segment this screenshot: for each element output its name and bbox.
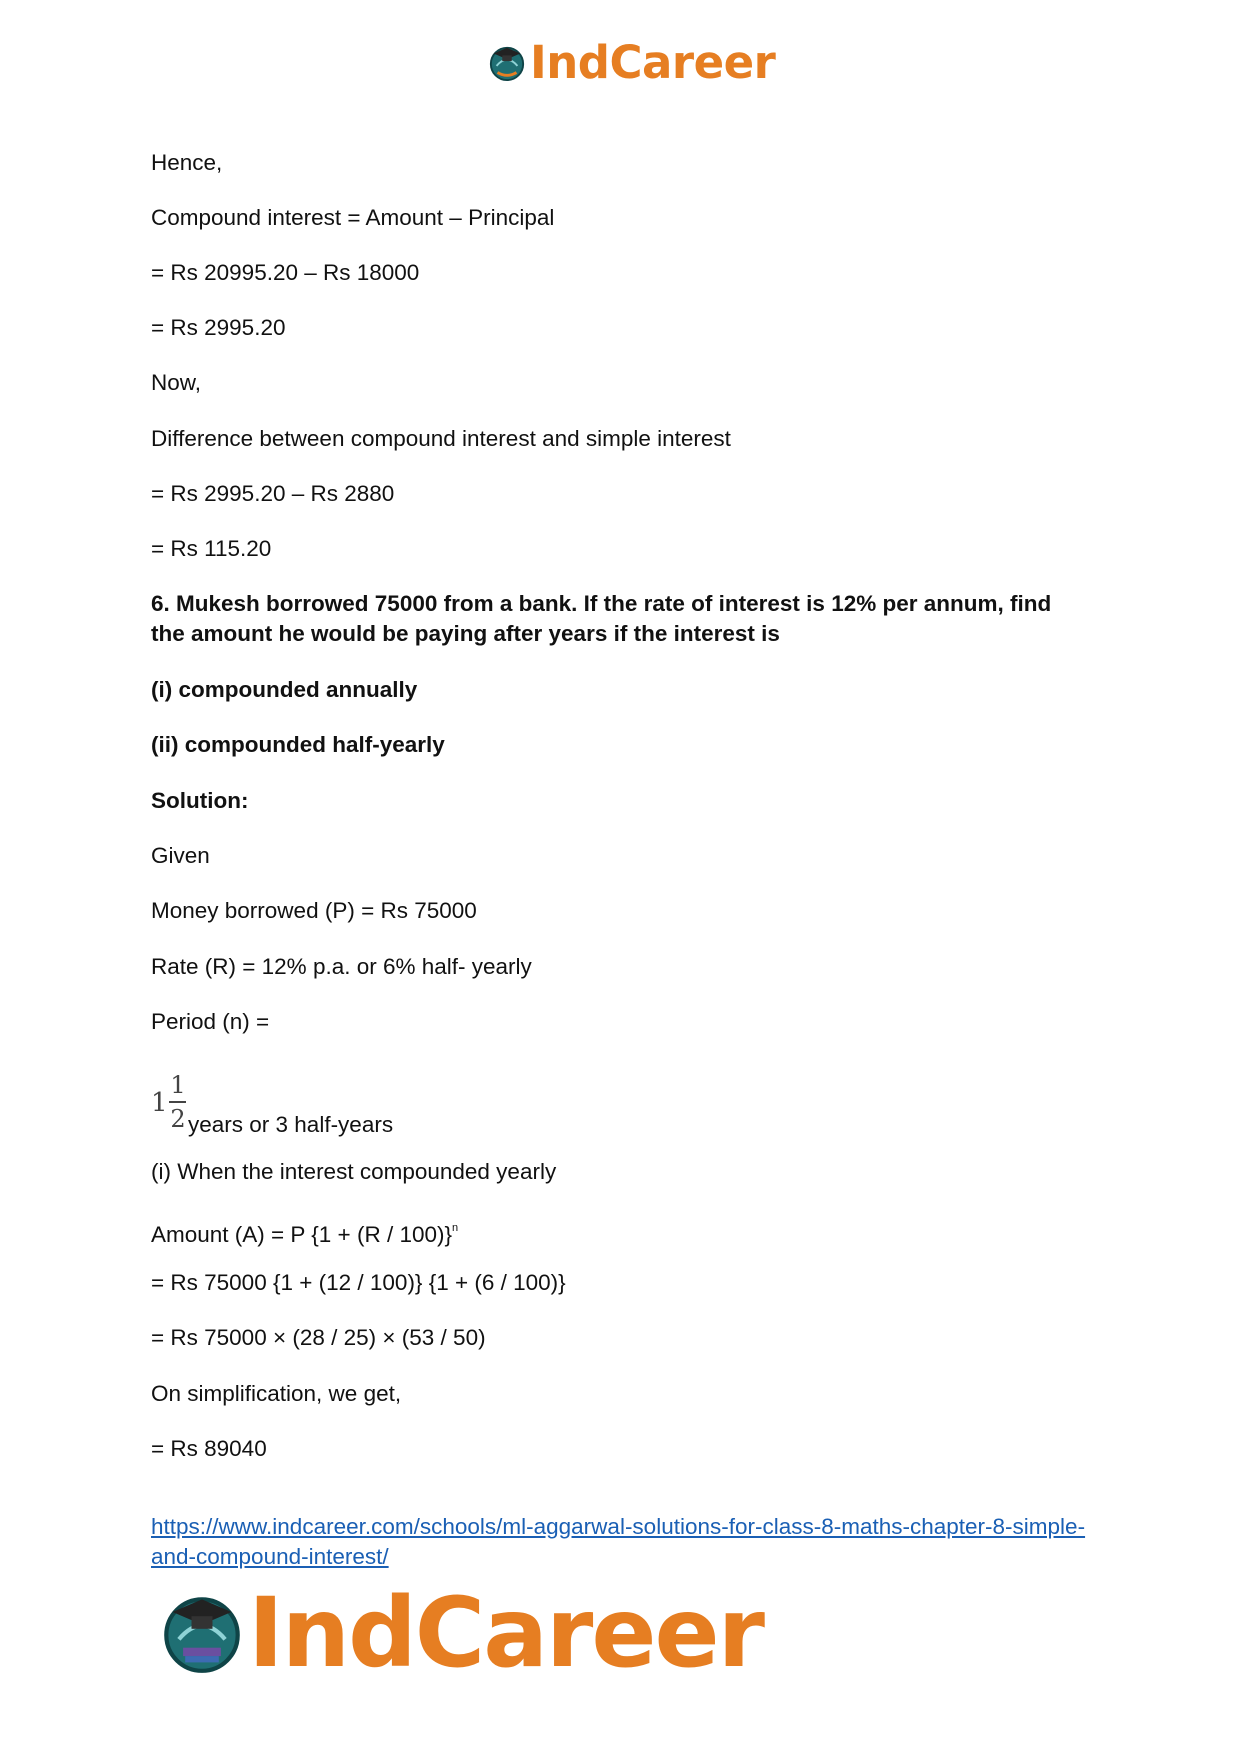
exponent: n — [452, 1222, 459, 1234]
fraction-denominator: 2 — [170, 1105, 186, 1133]
when-yearly: (i) When the interest compounded yearly — [151, 1159, 557, 1184]
result-line: = Rs 89040 — [151, 1436, 267, 1461]
header-logo — [488, 36, 776, 89]
logo-text: IndCareer — [530, 36, 776, 89]
text-line: = Rs 115.20 — [151, 536, 272, 561]
graduation-cap-globe-icon — [488, 44, 526, 82]
logo-text: IndCareer — [248, 1577, 763, 1689]
amount-formula-text: Amount (A) = P {1 + (R / 100)} — [151, 1222, 452, 1247]
footer-logo — [160, 1577, 763, 1689]
fraction-label: years or 3 half-years — [188, 1112, 394, 1137]
fraction-bar — [169, 1101, 186, 1103]
fraction-whole: 1 — [151, 1088, 168, 1118]
graduation-cap-globe-icon — [160, 1591, 244, 1675]
question-part-i: (i) compounded annually — [151, 677, 418, 702]
text-line: Difference between compound interest and simple interest — [151, 426, 731, 451]
simplification-line: On simplification, we get, — [151, 1381, 402, 1406]
calc-step: = Rs 75000 {1 + (12 / 100)} {1 + (6 / 100)} — [151, 1270, 566, 1295]
text-line: = Rs 20995.20 – Rs 18000 — [151, 260, 420, 285]
source-link[interactable]: https://www.indcareer.com/schools/ml-aggarwal-solutions-for-class-8-maths-chapter-8-simple-and-compound-interest/ — [151, 1514, 1086, 1569]
question-text: 6. Mukesh borrowed 75000 from a bank. If the rate of interest is 12% per annum, find the amount he would be paying after years if the interest is — [151, 591, 1052, 646]
rate-line: Rate (R) = 12% p.a. or 6% half- yearly — [151, 954, 532, 979]
fraction-numerator: 1 — [170, 1071, 186, 1099]
money-borrowed: Money borrowed (P) = Rs 75000 — [151, 898, 477, 923]
calc-step: = Rs 75000 × (28 / 25) × (53 / 50) — [151, 1325, 486, 1350]
period-line: Period (n) = — [151, 1009, 270, 1034]
amount-formula — [151, 1213, 458, 1250]
question-part-ii: (ii) compounded half-yearly — [151, 732, 445, 757]
text-line: Hence, — [151, 150, 223, 175]
given-label: Given — [151, 843, 210, 868]
text-line: = Rs 2995.20 – Rs 2880 — [151, 481, 395, 506]
text-line: Compound interest = Amount – Principal — [151, 205, 555, 230]
text-line: = Rs 2995.20 — [151, 315, 286, 340]
solution-label: Solution: — [151, 788, 249, 813]
text-line: Now, — [151, 370, 202, 395]
